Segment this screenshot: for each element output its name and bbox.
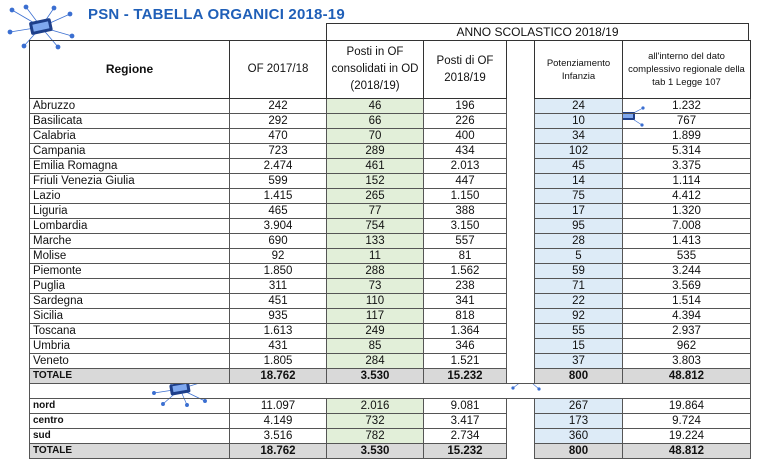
posti-consolidati-cell: 152 bbox=[327, 174, 424, 189]
column-gap bbox=[507, 41, 535, 99]
region-name-cell: Calabria bbox=[30, 129, 230, 144]
posti-consolidati-cell: 66 bbox=[327, 114, 424, 129]
interno-cell: 535 bbox=[623, 249, 751, 264]
interno-cell: 1.114 bbox=[623, 174, 751, 189]
interno-cell: 19.224 bbox=[623, 428, 751, 443]
region-name-cell: Sicilia bbox=[30, 309, 230, 324]
region-name-cell: Abruzzo bbox=[30, 99, 230, 114]
posti-of-cell: 346 bbox=[424, 339, 507, 354]
potenziamento-cell: 55 bbox=[535, 324, 623, 339]
column-gap bbox=[507, 443, 535, 458]
potenziamento-cell: 800 bbox=[535, 443, 623, 458]
column-gap bbox=[507, 249, 535, 264]
region-name-cell: centro bbox=[30, 413, 230, 428]
posti-consolidati-cell: 2.016 bbox=[327, 398, 424, 413]
posti-consolidati-cell: 249 bbox=[327, 324, 424, 339]
table-row bbox=[30, 324, 751, 339]
potenziamento-cell: 28 bbox=[535, 234, 623, 249]
posti-consolidati-cell: 77 bbox=[327, 204, 424, 219]
column-gap bbox=[507, 114, 535, 129]
column-gap bbox=[507, 264, 535, 279]
interno-cell: 48.812 bbox=[623, 369, 751, 384]
interno-cell: 3.244 bbox=[623, 264, 751, 279]
posti-of-cell: 9.081 bbox=[424, 398, 507, 413]
region-name-cell: TOTALE bbox=[30, 443, 230, 458]
posti-consolidati-cell: 284 bbox=[327, 354, 424, 369]
of-2017-18-cell: 1.415 bbox=[230, 189, 327, 204]
posti-of-cell: 1.562 bbox=[424, 264, 507, 279]
column-header-regione: Regione bbox=[30, 41, 230, 99]
of-2017-18-cell: 1.850 bbox=[230, 264, 327, 279]
posti-of-cell: 557 bbox=[424, 234, 507, 249]
posti-consolidati-cell: 3.530 bbox=[327, 369, 424, 384]
posti-of-cell: 818 bbox=[424, 309, 507, 324]
interno-cell: 48.812 bbox=[623, 443, 751, 458]
table-row bbox=[30, 144, 751, 159]
region-name-cell: Lombardia bbox=[30, 219, 230, 234]
potenziamento-cell: 5 bbox=[535, 249, 623, 264]
table-row bbox=[30, 99, 751, 114]
interno-cell: 1.514 bbox=[623, 294, 751, 309]
column-gap bbox=[507, 189, 535, 204]
column-gap bbox=[507, 339, 535, 354]
potenziamento-cell: 360 bbox=[535, 428, 623, 443]
potenziamento-cell: 92 bbox=[535, 309, 623, 324]
region-name-cell: Sardegna bbox=[30, 294, 230, 309]
potenziamento-cell: 45 bbox=[535, 159, 623, 174]
potenziamento-cell: 267 bbox=[535, 398, 623, 413]
interno-cell: 767 bbox=[623, 114, 751, 129]
posti-consolidati-cell: 265 bbox=[327, 189, 424, 204]
table-row bbox=[30, 174, 751, 189]
posti-consolidati-cell: 85 bbox=[327, 339, 424, 354]
of-2017-18-cell: 1.613 bbox=[230, 324, 327, 339]
table-row bbox=[30, 294, 751, 309]
table-row bbox=[30, 413, 751, 428]
column-gap bbox=[507, 99, 535, 114]
column-header-potenziamento: Potenziamento Infanzia bbox=[535, 41, 623, 99]
region-name-cell: Liguria bbox=[30, 204, 230, 219]
separator-row bbox=[30, 384, 751, 399]
region-name-cell: Umbria bbox=[30, 339, 230, 354]
posti-consolidati-cell: 461 bbox=[327, 159, 424, 174]
posti-consolidati-cell: 117 bbox=[327, 309, 424, 324]
posti-of-cell: 81 bbox=[424, 249, 507, 264]
posti-consolidati-cell: 11 bbox=[327, 249, 424, 264]
table-row bbox=[30, 309, 751, 324]
region-name-cell: Basilicata bbox=[30, 114, 230, 129]
of-2017-18-cell: 1.805 bbox=[230, 354, 327, 369]
potenziamento-cell: 10 bbox=[535, 114, 623, 129]
posti-of-cell: 400 bbox=[424, 129, 507, 144]
posti-of-cell: 196 bbox=[424, 99, 507, 114]
potenziamento-cell: 37 bbox=[535, 354, 623, 369]
posti-consolidati-cell: 133 bbox=[327, 234, 424, 249]
potenziamento-cell: 59 bbox=[535, 264, 623, 279]
posti-of-cell: 1.150 bbox=[424, 189, 507, 204]
of-2017-18-cell: 292 bbox=[230, 114, 327, 129]
of-2017-18-cell: 18.762 bbox=[230, 443, 327, 458]
column-gap bbox=[507, 294, 535, 309]
region-name-cell: Friuli Venezia Giulia bbox=[30, 174, 230, 189]
posti-of-cell: 2.013 bbox=[424, 159, 507, 174]
region-name-cell: Marche bbox=[30, 234, 230, 249]
table-row bbox=[30, 249, 751, 264]
column-gap bbox=[507, 219, 535, 234]
column-gap bbox=[507, 354, 535, 369]
table-row bbox=[30, 354, 751, 369]
table-row bbox=[30, 159, 751, 174]
potenziamento-cell: 24 bbox=[535, 99, 623, 114]
potenziamento-cell: 102 bbox=[535, 144, 623, 159]
region-name-cell: Emilia Romagna bbox=[30, 159, 230, 174]
interno-cell: 5.314 bbox=[623, 144, 751, 159]
table-row bbox=[30, 279, 751, 294]
of-2017-18-cell: 311 bbox=[230, 279, 327, 294]
of-2017-18-cell: 18.762 bbox=[230, 369, 327, 384]
region-name-cell: Veneto bbox=[30, 354, 230, 369]
interno-cell: 19.864 bbox=[623, 398, 751, 413]
interno-cell: 7.008 bbox=[623, 219, 751, 234]
column-gap bbox=[507, 159, 535, 174]
region-name-cell: Toscana bbox=[30, 324, 230, 339]
posti-of-cell: 3.417 bbox=[424, 413, 507, 428]
column-gap bbox=[507, 234, 535, 249]
potenziamento-cell: 800 bbox=[535, 369, 623, 384]
of-2017-18-cell: 2.474 bbox=[230, 159, 327, 174]
interno-cell: 3.803 bbox=[623, 354, 751, 369]
table-row bbox=[30, 234, 751, 249]
posti-of-cell: 238 bbox=[424, 279, 507, 294]
column-gap bbox=[507, 309, 535, 324]
interno-cell: 962 bbox=[623, 339, 751, 354]
table-row bbox=[30, 369, 751, 384]
posti-of-cell: 447 bbox=[424, 174, 507, 189]
organici-table bbox=[29, 40, 751, 459]
table-row bbox=[30, 398, 751, 413]
posti-of-cell: 15.232 bbox=[424, 369, 507, 384]
posti-consolidati-cell: 46 bbox=[327, 99, 424, 114]
column-gap bbox=[507, 279, 535, 294]
posti-consolidati-cell: 289 bbox=[327, 144, 424, 159]
of-2017-18-cell: 935 bbox=[230, 309, 327, 324]
posti-of-cell: 3.150 bbox=[424, 219, 507, 234]
of-2017-18-cell: 3.516 bbox=[230, 428, 327, 443]
posti-of-cell: 341 bbox=[424, 294, 507, 309]
region-name-cell: Campania bbox=[30, 144, 230, 159]
column-gap bbox=[507, 204, 535, 219]
interno-cell: 2.937 bbox=[623, 324, 751, 339]
potenziamento-cell: 15 bbox=[535, 339, 623, 354]
table-row bbox=[30, 428, 751, 443]
of-2017-18-cell: 470 bbox=[230, 129, 327, 144]
interno-cell: 3.375 bbox=[623, 159, 751, 174]
anno-scolastico-header: ANNO SCOLASTICO 2018/19 bbox=[326, 23, 749, 40]
potenziamento-cell: 75 bbox=[535, 189, 623, 204]
posti-consolidati-cell: 288 bbox=[327, 264, 424, 279]
posti-consolidati-cell: 732 bbox=[327, 413, 424, 428]
region-name-cell: Lazio bbox=[30, 189, 230, 204]
region-name-cell: TOTALE bbox=[30, 369, 230, 384]
posti-of-cell: 2.734 bbox=[424, 428, 507, 443]
header-row bbox=[30, 41, 751, 99]
column-gap bbox=[507, 398, 535, 413]
posti-consolidati-cell: 754 bbox=[327, 219, 424, 234]
of-2017-18-cell: 690 bbox=[230, 234, 327, 249]
column-header-interno: all'interno del dato complessivo regionale della tab 1 Legge 107 bbox=[623, 41, 751, 99]
posti-of-cell: 15.232 bbox=[424, 443, 507, 458]
of-2017-18-cell: 599 bbox=[230, 174, 327, 189]
of-2017-18-cell: 723 bbox=[230, 144, 327, 159]
posti-consolidati-cell: 73 bbox=[327, 279, 424, 294]
interno-cell: 3.569 bbox=[623, 279, 751, 294]
column-gap bbox=[507, 413, 535, 428]
posti-consolidati-cell: 782 bbox=[327, 428, 424, 443]
column-header-posti-of: Posti di OF 2018/19 bbox=[424, 41, 507, 99]
of-2017-18-cell: 431 bbox=[230, 339, 327, 354]
posti-of-cell: 1.364 bbox=[424, 324, 507, 339]
region-name-cell: nord bbox=[30, 398, 230, 413]
interno-cell: 9.724 bbox=[623, 413, 751, 428]
region-name-cell: Puglia bbox=[30, 279, 230, 294]
page-title: PSN - TABELLA ORGANICI 2018-19 bbox=[88, 6, 345, 23]
interno-cell: 1.413 bbox=[623, 234, 751, 249]
potenziamento-cell: 34 bbox=[535, 129, 623, 144]
interno-cell: 1.320 bbox=[623, 204, 751, 219]
interno-cell: 1.899 bbox=[623, 129, 751, 144]
potenziamento-cell: 95 bbox=[535, 219, 623, 234]
table-row bbox=[30, 264, 751, 279]
of-2017-18-cell: 465 bbox=[230, 204, 327, 219]
column-gap bbox=[507, 428, 535, 443]
posti-of-cell: 388 bbox=[424, 204, 507, 219]
table-row bbox=[30, 114, 751, 129]
of-2017-18-cell: 11.097 bbox=[230, 398, 327, 413]
table-row bbox=[30, 339, 751, 354]
posti-of-cell: 434 bbox=[424, 144, 507, 159]
posti-consolidati-cell: 70 bbox=[327, 129, 424, 144]
of-2017-18-cell: 4.149 bbox=[230, 413, 327, 428]
table-row bbox=[30, 443, 751, 458]
interno-cell: 4.412 bbox=[623, 189, 751, 204]
column-gap bbox=[507, 369, 535, 384]
region-name-cell: sud bbox=[30, 428, 230, 443]
potenziamento-cell: 173 bbox=[535, 413, 623, 428]
column-header-posti-consolidati: Posti in OF consolidati in OD (2018/19) bbox=[327, 41, 424, 99]
separator-cell bbox=[30, 384, 751, 399]
posti-consolidati-cell: 3.530 bbox=[327, 443, 424, 458]
column-gap bbox=[507, 129, 535, 144]
interno-cell: 4.394 bbox=[623, 309, 751, 324]
of-2017-18-cell: 3.904 bbox=[230, 219, 327, 234]
posti-of-cell: 226 bbox=[424, 114, 507, 129]
column-header-of1718: OF 2017/18 bbox=[230, 41, 327, 99]
potenziamento-cell: 17 bbox=[535, 204, 623, 219]
interno-cell: 1.232 bbox=[623, 99, 751, 114]
potenziamento-cell: 71 bbox=[535, 279, 623, 294]
column-gap bbox=[507, 144, 535, 159]
column-gap bbox=[507, 174, 535, 189]
posti-consolidati-cell: 110 bbox=[327, 294, 424, 309]
region-name-cell: Molise bbox=[30, 249, 230, 264]
region-name-cell: Piemonte bbox=[30, 264, 230, 279]
table-row bbox=[30, 129, 751, 144]
posti-of-cell: 1.521 bbox=[424, 354, 507, 369]
table-row bbox=[30, 219, 751, 234]
potenziamento-cell: 14 bbox=[535, 174, 623, 189]
table-row bbox=[30, 204, 751, 219]
of-2017-18-cell: 242 bbox=[230, 99, 327, 114]
column-gap bbox=[507, 324, 535, 339]
potenziamento-cell: 22 bbox=[535, 294, 623, 309]
table-row bbox=[30, 189, 751, 204]
of-2017-18-cell: 92 bbox=[230, 249, 327, 264]
of-2017-18-cell: 451 bbox=[230, 294, 327, 309]
